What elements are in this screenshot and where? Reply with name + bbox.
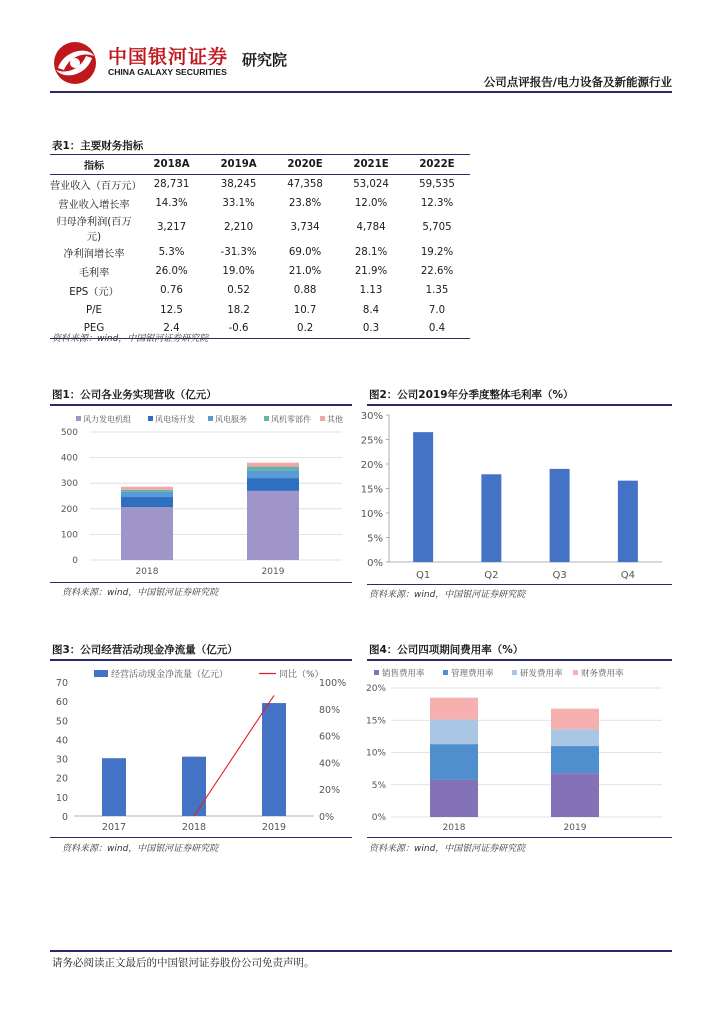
table-cell: -31.3% — [220, 246, 257, 258]
fig3-bottom-rule — [50, 837, 352, 838]
legend-label: 其他 — [327, 415, 343, 424]
financial-table — [50, 154, 470, 339]
legend-label: 管理费用率 — [451, 669, 494, 679]
table-cell: 4,784 — [356, 222, 386, 234]
table-cell: 5.3% — [158, 246, 185, 258]
table-row-label: 净利润增长率 — [63, 248, 125, 260]
table-cell: 8.4 — [362, 304, 380, 316]
y-tick-label: 0% — [371, 813, 386, 823]
table-cell: 53,024 — [353, 178, 389, 190]
legend-swatch — [76, 416, 81, 421]
table-cell: 19.0% — [222, 266, 255, 278]
legend-label: 风机零部件 — [271, 415, 311, 424]
company-logo — [50, 40, 100, 86]
table-cell: 2.4 — [138, 320, 205, 339]
table-row-label: 营业收入（百万元） — [50, 180, 142, 192]
table-cell: 47,358 — [287, 178, 323, 190]
table-header-cell: 指标 — [50, 155, 138, 175]
y-tick-label: 10% — [360, 509, 383, 520]
y-tick-label: 10 — [55, 792, 68, 804]
y-tick-label: 60 — [55, 697, 68, 709]
legend-label: 风力发电机组 — [83, 415, 131, 424]
x-tick-label: 2018 — [442, 823, 466, 833]
x-tick-label: Q3 — [552, 570, 567, 581]
table-cell: 12.0% — [354, 197, 388, 209]
table-row-label: 归母净利润(百万元) — [56, 216, 132, 243]
bar-segment — [121, 490, 173, 492]
fig4-top-rule — [367, 659, 672, 661]
legend-swatch — [264, 416, 269, 421]
legend-swatch — [512, 670, 517, 675]
table-cell: 7.0 — [428, 304, 446, 316]
bar — [102, 758, 126, 816]
fig2-source: 资料来源：wind，中国银河证券研究院 — [369, 590, 526, 600]
table-cell: 59,535 — [419, 178, 455, 190]
table-row-label: P/E — [85, 304, 102, 316]
bar — [481, 474, 501, 562]
fig1-source: 资料来源：wind，中国银河证券研究院 — [62, 588, 219, 598]
x-tick-label: 2018 — [135, 567, 159, 577]
table-header-cell: 2021E — [338, 155, 404, 175]
legend-label: 风电服务 — [215, 415, 247, 424]
y-tick-label: 25% — [360, 435, 383, 447]
x-tick-label: Q4 — [620, 570, 635, 581]
x-tick-label: 2019 — [563, 823, 587, 833]
y-tick-label: 0% — [367, 558, 383, 569]
legend-label: 销售费用率 — [382, 669, 425, 679]
table-row — [50, 194, 470, 213]
x-tick-label: Q2 — [484, 570, 499, 581]
legend-label: 财务费用率 — [581, 669, 624, 679]
table-row — [50, 300, 470, 319]
fig4-source: 资料来源：wind，中国银河证券研究院 — [369, 844, 526, 854]
bar — [262, 703, 286, 816]
table-cell: 23.8% — [288, 197, 322, 209]
fig2-caption: 图2：公司2019年分季度整体毛利率（%） — [369, 389, 574, 401]
table-cell: 21.9% — [354, 266, 388, 278]
y-tick-label: 15% — [360, 484, 383, 496]
table-cell: 28,731 — [153, 178, 190, 190]
bar — [182, 757, 206, 816]
table-cell: 33.1% — [222, 197, 255, 209]
fig4-caption: 图4：公司四项期间费用率（%） — [369, 644, 524, 656]
y-tick-label: 30 — [55, 754, 68, 766]
table-cell: 0.76 — [160, 285, 183, 297]
fig1-chart — [50, 408, 352, 580]
report-type: 公司点评报告/电力设备及新能源行业 — [483, 75, 672, 89]
y-tick-label: 20% — [365, 684, 386, 694]
fig3-top-rule — [50, 659, 352, 661]
y-tick-label: 100 — [60, 530, 78, 541]
table-row-label: PEG — [50, 320, 138, 339]
footer-disclaimer: 请务必阅读正文最后的中国银河证券股份公司免责声明。 — [52, 957, 315, 969]
table-cell: 69.0% — [288, 246, 322, 258]
fig1-top-rule — [50, 404, 352, 406]
legend-swatch — [443, 670, 448, 675]
table-header-cell: 2020E — [272, 155, 338, 175]
legend-label: 同比（%） — [279, 670, 324, 680]
table-cell: 21.0% — [288, 266, 322, 278]
table-caption: 表1：主要财务指标 — [52, 140, 144, 152]
y-tick-label: 300 — [60, 479, 78, 490]
table-cell: 22.6% — [420, 266, 454, 278]
brand-name-en: CHINA GALAXY SECURITIES — [108, 67, 227, 77]
table-header-cell: 2019A — [205, 155, 272, 175]
bar-segment — [551, 773, 599, 817]
table-cell: 28.1% — [354, 246, 388, 258]
y2-tick-label: 20% — [319, 785, 341, 797]
y2-tick-label: 0% — [319, 812, 335, 823]
y-tick-label: 500 — [60, 428, 78, 438]
bar-segment — [430, 744, 478, 779]
table-cell: 18.2 — [227, 304, 250, 316]
bar-segment — [551, 709, 599, 730]
bar-segment — [247, 467, 299, 471]
y-tick-label: 20% — [360, 460, 383, 471]
legend-swatch — [94, 670, 108, 677]
fig2-chart — [360, 408, 672, 583]
table-cell: 26.0% — [155, 266, 188, 278]
table-cell: -0.6 — [205, 320, 272, 339]
table-cell: 14.3% — [155, 197, 188, 209]
table-cell: 1.13 — [359, 285, 383, 297]
table-cell: 0.4 — [404, 320, 470, 339]
table-cell: 3,734 — [290, 222, 320, 234]
x-tick-label: 2019 — [261, 822, 287, 833]
bar-segment — [430, 720, 478, 745]
table-cell: 12.5 — [160, 304, 183, 316]
legend-swatch — [374, 670, 379, 675]
table-cell: 12.3% — [420, 197, 454, 209]
fig3-chart — [50, 662, 352, 836]
y2-tick-label: 80% — [319, 704, 341, 716]
legend-swatch — [320, 416, 325, 421]
fig1-bottom-rule — [50, 582, 352, 583]
legend-swatch — [148, 416, 153, 421]
legend-label: 经营活动现金净流量（亿元） — [111, 670, 229, 680]
fig3-caption: 图3：公司经营活动现金净流量（亿元） — [52, 644, 238, 656]
fig2-top-rule — [367, 404, 672, 406]
table-row — [50, 243, 470, 262]
table-cell: 10.7 — [293, 304, 317, 316]
legend-label: 研发费用率 — [520, 669, 563, 679]
table-header-cell: 2022E — [404, 155, 470, 175]
bar — [550, 469, 570, 562]
table-cell: 5,705 — [422, 222, 452, 234]
y2-tick-label: 60% — [319, 731, 341, 743]
y-tick-label: 200 — [60, 504, 78, 515]
legend-label: 风电场开发 — [155, 415, 195, 424]
table-cell: 0.3 — [338, 320, 404, 339]
table-cell: 38,245 — [220, 178, 257, 190]
bar-segment — [121, 507, 173, 560]
x-tick-label: 2018 — [181, 822, 207, 833]
table-cell: 0.52 — [227, 285, 250, 297]
bar-segment — [121, 487, 173, 490]
table-cell: 0.88 — [293, 285, 317, 297]
table-row-label: 营业收入增长率 — [58, 199, 130, 211]
bar — [618, 481, 638, 562]
y-tick-label: 5% — [367, 533, 383, 545]
x-tick-label: 2017 — [101, 822, 127, 833]
table-header-cell: 2018A — [138, 155, 205, 175]
y-tick-label: 40 — [55, 735, 68, 747]
table-row-label: 毛利率 — [78, 268, 110, 280]
header-rule — [50, 91, 672, 93]
bar-segment — [247, 491, 299, 560]
fig4-bottom-rule — [367, 837, 672, 838]
y-tick-label: 0 — [61, 812, 68, 823]
bar-segment — [430, 698, 478, 720]
table-row — [50, 213, 470, 243]
x-tick-label: Q1 — [416, 570, 431, 581]
y-tick-label: 30% — [360, 411, 383, 422]
bar-segment — [121, 497, 173, 507]
table-row — [50, 175, 470, 194]
table-row — [50, 281, 470, 300]
x-tick-label: 2019 — [261, 567, 285, 577]
table-row — [50, 262, 470, 281]
y-tick-label: 20 — [55, 773, 68, 785]
y-tick-label: 0 — [72, 556, 78, 566]
table-cell: 0.2 — [272, 320, 338, 339]
y-tick-label: 5% — [371, 780, 386, 791]
bar-segment — [551, 729, 599, 746]
table-cell: 19.2% — [420, 246, 454, 258]
table-cell: 3,217 — [156, 222, 187, 234]
fig2-bottom-rule — [367, 584, 672, 585]
fig4-chart — [367, 662, 672, 836]
fig3-source: 资料来源：wind，中国银河证券研究院 — [62, 844, 219, 854]
bar — [413, 432, 433, 562]
y-tick-label: 10% — [365, 748, 386, 759]
bar-segment — [247, 470, 299, 478]
bar-segment — [247, 463, 299, 467]
table-header-row — [50, 155, 470, 175]
brand-name-cn: 中国银河证券 — [108, 46, 229, 68]
table-row-label: EPS（元） — [69, 287, 119, 299]
brand-institute: 研究院 — [242, 51, 288, 69]
table-cell: 2,210 — [223, 222, 254, 234]
table-source: 资料来源：wind，中国银河证券研究院 — [52, 334, 209, 344]
y2-tick-label: 100% — [319, 678, 347, 689]
y-tick-label: 400 — [60, 453, 78, 464]
footer-rule — [50, 950, 672, 952]
bar-segment — [430, 780, 478, 817]
bar-segment — [121, 492, 173, 497]
bar-segment — [551, 746, 599, 773]
bar-segment — [247, 478, 299, 491]
legend-swatch — [573, 670, 578, 675]
legend-swatch — [208, 416, 213, 421]
y2-tick-label: 40% — [319, 758, 341, 770]
fig1-caption: 图1：公司各业务实现营收（亿元） — [52, 389, 217, 401]
y-tick-label: 50 — [55, 716, 68, 728]
table-cell: 1.35 — [425, 285, 449, 297]
y-tick-label: 70 — [55, 678, 68, 689]
y-tick-label: 15% — [365, 716, 386, 727]
